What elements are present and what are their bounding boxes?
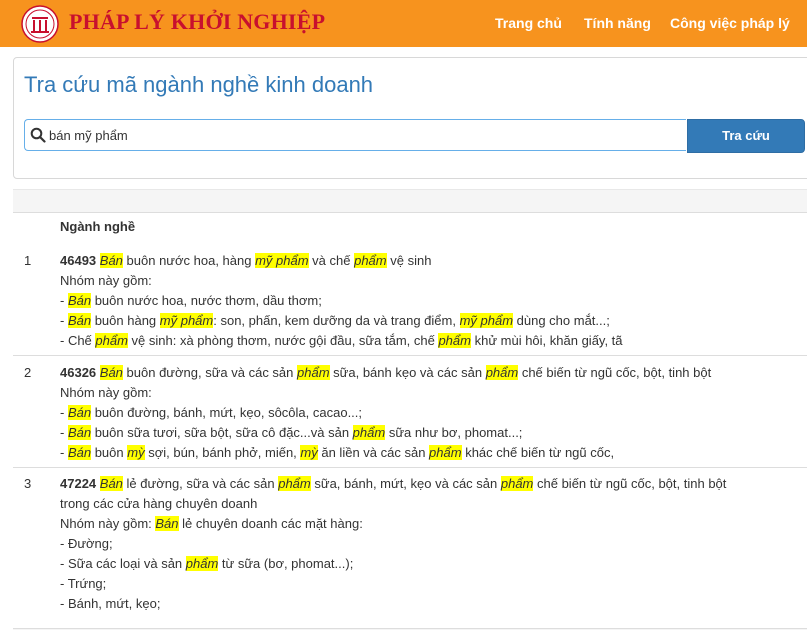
row-index: 1 [24, 253, 32, 268]
text-segment: lẻ đường, sữa và các sản [122, 476, 279, 491]
text-segment: khử mùi hôi, khăn giấy, tã [470, 333, 623, 348]
industry-description-line [60, 385, 152, 400]
column-header-industry: Ngành nghề [60, 219, 136, 234]
row-index: 2 [24, 365, 32, 380]
search-highlight: phẩm [185, 556, 219, 571]
text-segment: chế biến từ ngũ cốc, bột, tinh bột [518, 365, 712, 380]
text-segment: buôn đường, sữa và các sản [122, 365, 298, 380]
industry-description-line [60, 576, 106, 591]
industry-title [60, 253, 431, 268]
nav-features-link[interactable]: Tính năng [584, 15, 651, 31]
text-segment: chế biến từ ngũ cốc, bột, tinh bột [533, 476, 727, 491]
search-highlight: Bán [67, 405, 92, 420]
industry-description-line [60, 556, 353, 571]
search-highlight: Bán [67, 313, 92, 328]
industry-description-line [60, 596, 160, 611]
industry-description-line [60, 293, 322, 308]
text-segment: - Trứng; [60, 576, 107, 591]
search-highlight: phẩm [352, 425, 386, 440]
search-button[interactable]: Tra cứu [687, 119, 805, 153]
industry-description-line [60, 516, 363, 531]
search-highlight: Bán [67, 293, 92, 308]
search-input[interactable] [49, 121, 669, 149]
search-highlight: phẩm [95, 333, 128, 348]
text-segment: buôn nước hoa, hàng [122, 253, 256, 268]
search-highlight: phẩm [354, 253, 387, 268]
text-segment: dùng cho mắt...; [513, 313, 610, 328]
text-segment: từ sữa (bơ, phomat...); [218, 556, 354, 571]
industry-code: 46326 [60, 365, 97, 380]
search-highlight: mỹ phẩm [459, 313, 514, 328]
search-highlight: phẩm [297, 365, 330, 380]
text-segment: sữa, bánh kẹo và các sản [329, 365, 486, 380]
text-segment: buôn đường, bánh, mứt, kẹo, sôcôla, cacao...; [91, 405, 363, 420]
text-segment: sữa, bánh, mứt, kẹo và các sản [310, 476, 501, 491]
text-segment: khác chế biến từ ngũ cốc, [461, 445, 615, 460]
text-segment: Nhóm này gồm: [60, 516, 156, 531]
search-highlight: phẩm [438, 333, 471, 348]
search-highlight: mỹ phẩm [159, 313, 214, 328]
text-segment: lẻ chuyên doanh các mặt hàng: [178, 516, 363, 531]
search-highlight: phẩm [485, 365, 519, 380]
text-segment: - [60, 293, 68, 308]
text-segment: buôn [91, 445, 128, 460]
search-highlight: Bán [99, 365, 123, 380]
search-highlight: phẩm [278, 476, 311, 491]
text-segment: : son, phấn, kem dưỡng da và trang điểm, [213, 313, 460, 328]
industry-description-line [60, 405, 362, 420]
search-highlight: mỳ [300, 445, 318, 460]
search-highlight: Bán [99, 253, 123, 268]
text-segment: vệ sinh: xà phòng thơm, nước gội đầu, sữa tắm, chế [127, 333, 439, 348]
industry-title [60, 365, 711, 380]
page-title: Tra cứu mã ngành nghề kinh doanh [24, 72, 374, 97]
brand-name[interactable]: PHÁP LÝ KHỞI NGHIỆP [69, 9, 326, 34]
nav-legal-work-link[interactable]: Công việc pháp lý [670, 15, 790, 31]
text-segment: - Bánh, mứt, kẹo; [60, 596, 161, 611]
text-segment: ăn liền và các sản [317, 445, 430, 460]
text-segment: và chế [308, 253, 355, 268]
industry-description-line [60, 445, 614, 460]
text-segment: - [60, 405, 68, 420]
text-segment: Nhóm này gồm: [60, 273, 152, 288]
search-highlight: phẩm [429, 445, 462, 460]
text-segment: Nhóm này gồm: [60, 385, 152, 400]
text-segment: - Đường; [60, 536, 113, 551]
text-segment: sữa như bơ, phomat...; [385, 425, 523, 440]
text-segment: - [60, 313, 68, 328]
search-highlight: Bán [155, 516, 179, 531]
industry-description-line [60, 425, 522, 440]
nav-home-link[interactable]: Trang chủ [495, 15, 562, 31]
text-segment: buôn nước hoa, nước thơm, dầu thơm; [91, 293, 322, 308]
industry-description-line [60, 536, 113, 551]
search-highlight: Bán [99, 476, 123, 491]
search-highlight: mỹ phẩm [255, 253, 309, 268]
text-segment: - Sữa các loại và sản [60, 556, 186, 571]
industry-code: 46493 [60, 253, 97, 268]
industry-description-line [60, 313, 610, 328]
law-firm-logo[interactable] [21, 5, 59, 43]
text-segment: sợi, bún, bánh phở, miến, [144, 445, 301, 460]
row-index: 3 [24, 476, 32, 491]
text-segment: trong các cửa hàng chuyên doanh [60, 496, 258, 511]
text-segment: - Chế [60, 333, 96, 348]
text-segment: vệ sinh [386, 253, 432, 268]
search-icon [30, 127, 46, 143]
search-highlight: Bán [67, 445, 92, 460]
industry-description-line [60, 496, 257, 511]
text-segment: buôn hàng [91, 313, 160, 328]
text-segment: buôn sữa tươi, sữa bột, sữa cô đặc...và sản [91, 425, 353, 440]
search-highlight: phẩm [500, 476, 534, 491]
text-segment: - [60, 425, 68, 440]
search-highlight: mỳ [127, 445, 145, 460]
industry-description-line [60, 333, 623, 348]
industry-code: 47224 [60, 476, 97, 491]
search-highlight: Bán [67, 425, 92, 440]
text-segment: - [60, 445, 68, 460]
industry-title [60, 476, 726, 491]
industry-description-line [60, 273, 152, 288]
